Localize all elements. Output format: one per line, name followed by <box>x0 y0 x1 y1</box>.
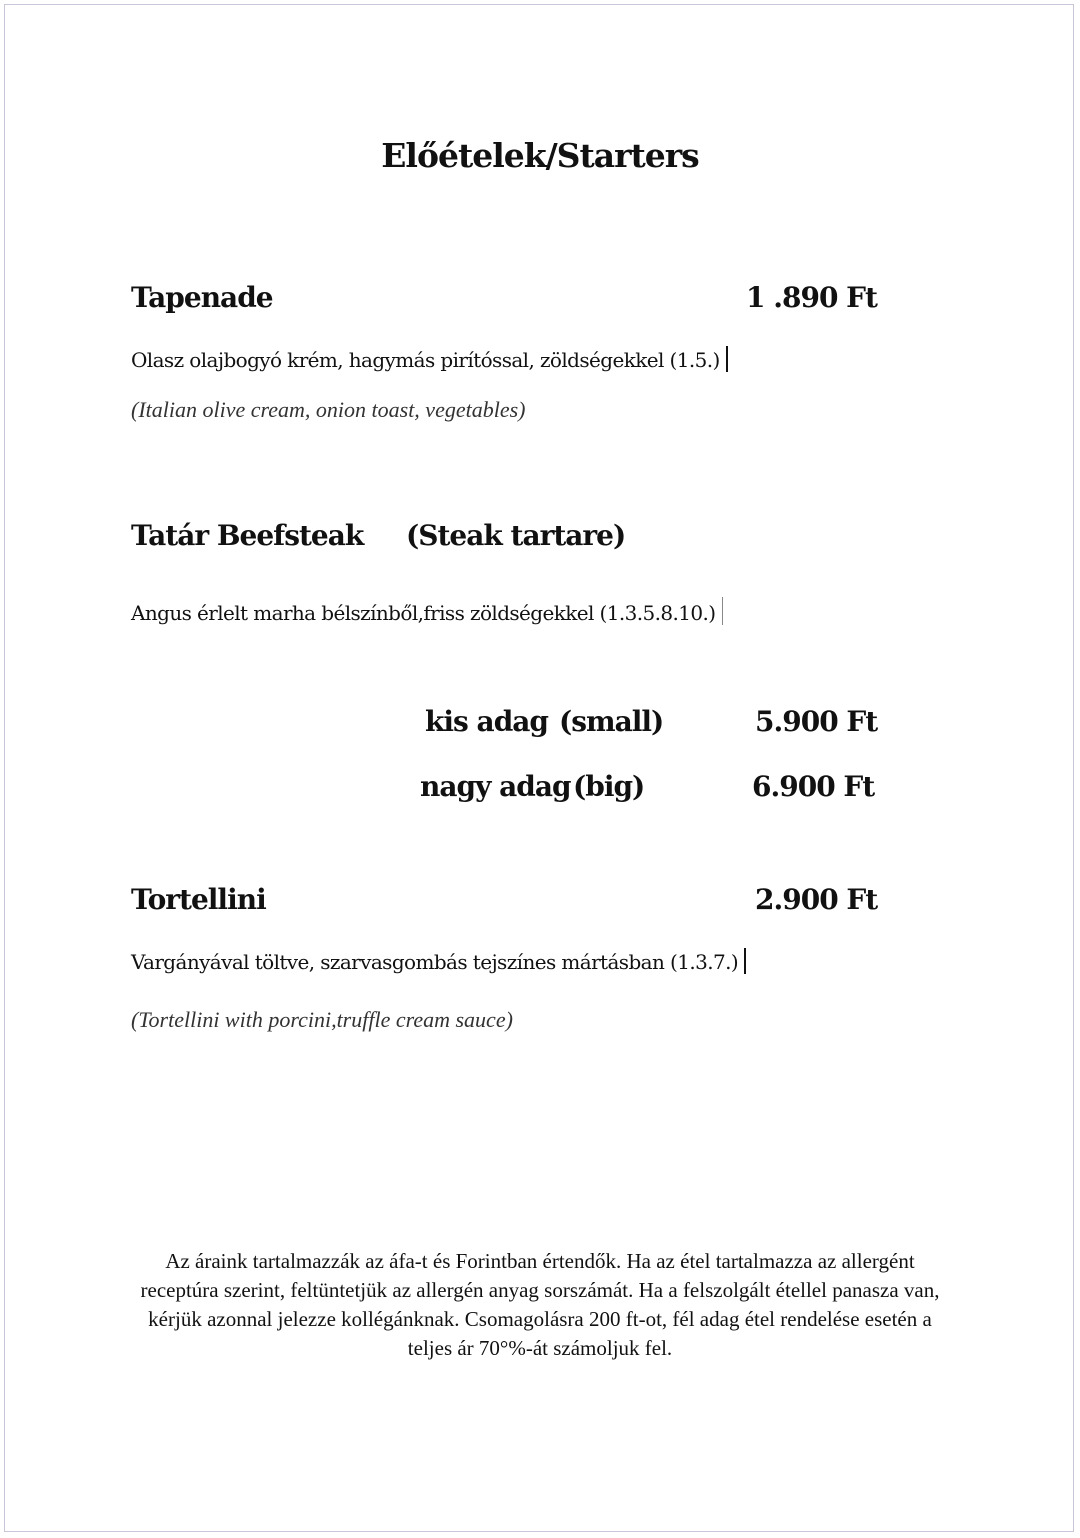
page-title: Előételek/Starters <box>381 136 699 175</box>
footer-note: Az áraink tartalmazzák az áfa-t és Forintban értendők. Ha az étel tartalmazza az allergént receptúra szerint, feltüntetjük az allergén anyag sorszámát. Ha a felszolgált étellel panasza van, kérjük azonnal jelezze kollégánknak. Csomagolásra 200 ft-ot, fél adag étel rendelése esetén a teljes ár 70°%-át számoljuk fel. <box>140 1249 940 1360</box>
portion-big-label-en: (big) <box>573 770 645 803</box>
description-text: Vargányával töltve, szarvasgombás tejszínes mártásban (1.3.7.) <box>131 950 739 974</box>
description-text: Angus érlelt marha bélszínből,friss zöldségekkel (1.3.5.8.10.) <box>131 601 716 625</box>
price-tapenade: 1 .890 Ft <box>746 281 877 314</box>
description-tortellini <box>131 948 746 974</box>
portion-small-label: kis adag <box>425 705 548 738</box>
dish-name-tatar: Tatár Beefsteak <box>131 519 364 552</box>
portion-small-price: 5.900 Ft <box>755 705 878 738</box>
portion-big-label: nagy adag <box>420 770 571 803</box>
dish-name-tapenade: Tapenade <box>131 281 273 314</box>
description-tapenade <box>131 346 728 372</box>
dish-name-tatar-en: (Steak tartare) <box>406 519 626 552</box>
dish-name-tortellini: Tortellini <box>131 883 266 916</box>
price-tortellini: 2.900 Ft <box>755 883 878 916</box>
text-cursor-icon <box>726 346 728 372</box>
translation-tortellini: (Tortellini with porcini,truffle cream sauce) <box>131 1007 513 1032</box>
description-tatar <box>131 597 723 625</box>
portion-big-price: 6.900 Ft <box>752 770 875 803</box>
text-cursor-icon <box>722 597 723 625</box>
text-cursor-icon <box>744 948 746 974</box>
portion-small-label-en: (small) <box>559 705 664 738</box>
translation-tapenade: (Italian olive cream, onion toast, vegetables) <box>131 397 526 422</box>
description-text: Olasz olajbogyó krém, hagymás pirítóssal, zöldségekkel (1.5.) <box>131 348 720 372</box>
